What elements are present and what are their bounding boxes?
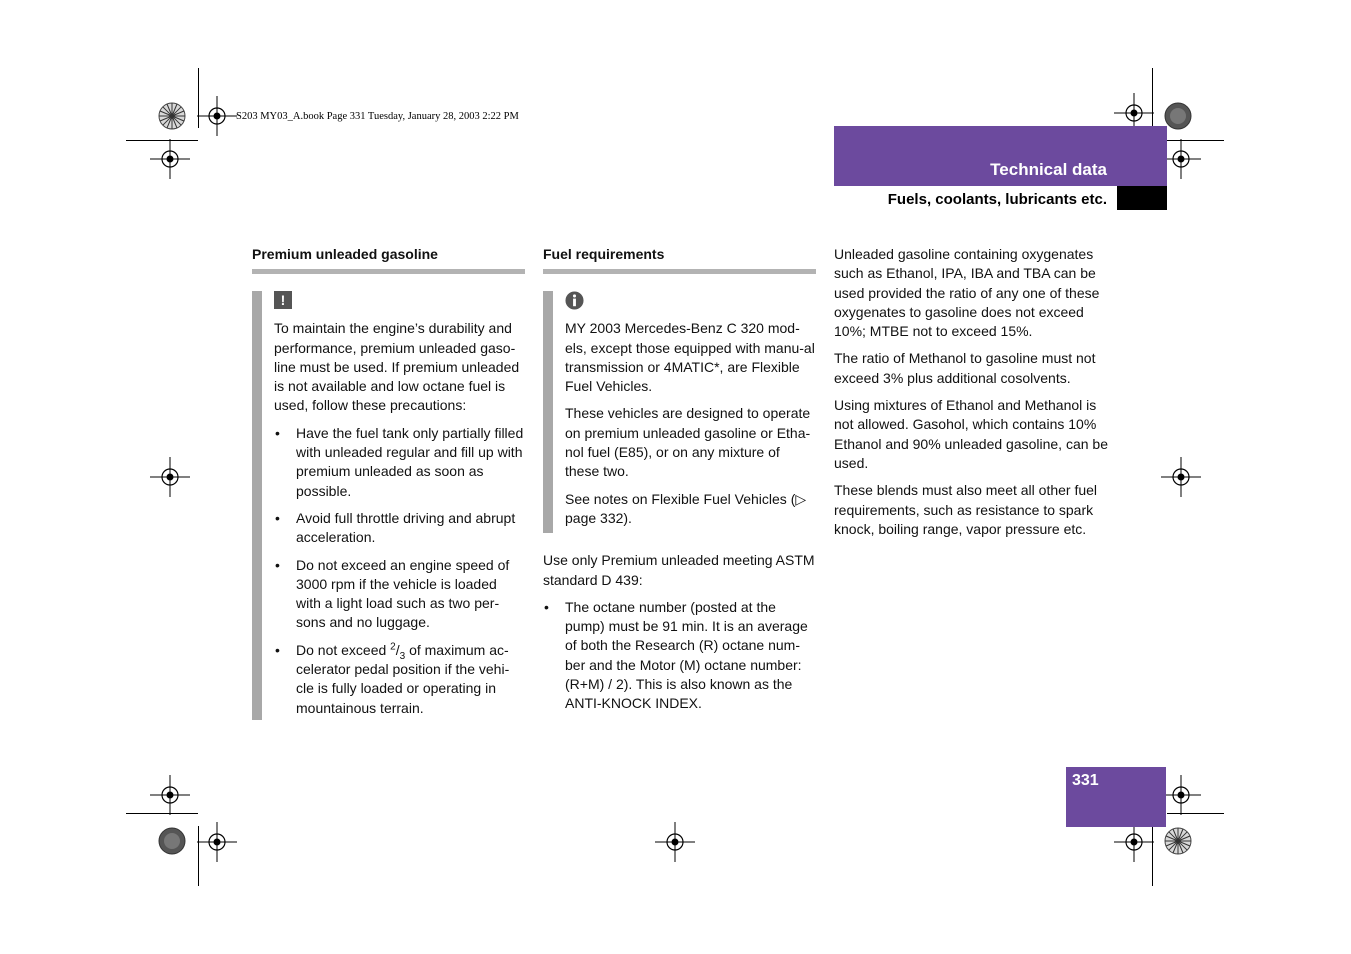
registration-mark-icon — [197, 96, 237, 136]
gray-target-icon — [1164, 102, 1192, 130]
octane-list — [543, 598, 816, 714]
sunburst-target-icon — [1164, 827, 1192, 855]
list-item: • The octane number (posted at the pump) must be 91 min. It is an average of both the Research (R) octane num-ber and the Motor (M) octane number: (R+M) / 2). This is also known as the ANTI-KNOCK INDEX. — [543, 598, 816, 714]
list-item: • Have the fuel tank only partially filled with unleaded regular and fill up with premium unleaded as soon as possible. — [274, 424, 525, 501]
paragraph: These blends must also meet all other fuel requirements, such as resistance to spark knock, boiling range, vapor pressure etc. — [834, 482, 1098, 537]
registration-mark-icon — [150, 457, 190, 497]
heading-fuel-requirements: Fuel requirements — [543, 245, 816, 274]
warning-bar — [252, 291, 262, 720]
info-paragraph: See notes on Flexible Fuel Vehicles (▷ page 332). — [565, 490, 807, 526]
warning-icon: ! — [274, 291, 525, 313]
column-premium-unleaded — [252, 245, 525, 720]
info-note — [543, 291, 816, 533]
registration-mark-icon — [1114, 822, 1154, 862]
registration-mark-icon — [1161, 457, 1201, 497]
subsection-marker — [1117, 186, 1167, 210]
subsection-title: Fuels, coolants, lubricants etc. — [887, 191, 1107, 208]
warning-text: To maintain the engine’s durability and performance, premium unleaded gaso-line must be used. If premium unleaded is not available and low octane fuel is used, follow these precautions: — [274, 320, 520, 414]
section-title: Technical data — [990, 160, 1107, 179]
print-slug: S203 MY03_A.book Page 331 Tuesday, January 28, 2003 2:22 PM — [236, 111, 519, 122]
warning-note — [252, 291, 525, 720]
registration-mark-icon — [150, 139, 190, 179]
info-icon — [565, 291, 816, 313]
info-paragraph: MY 2003 Mercedes-Benz C 320 mod-els, except those equipped with manu-al transmission or 4MATIC*, are Flexible Fuel Vehicles. — [565, 320, 815, 395]
list-item: • Do not exceed an engine speed of 3000 rpm if the vehicle is loaded with a light load such as two per-sons and no luggage. — [274, 556, 525, 633]
heading-premium-unleaded: Premium unleaded gasoline — [252, 245, 525, 274]
registration-mark-icon — [655, 822, 695, 862]
gray-target-icon — [158, 827, 186, 855]
column-fuel-requirements — [543, 245, 816, 722]
body-text: Use only Premium unleaded meeting ASTM standard D 439: — [543, 552, 815, 588]
info-bar — [543, 291, 553, 533]
list-item: • Avoid full throttle driving and abrupt acceleration. — [274, 509, 525, 548]
page-number: 331 — [1072, 772, 1099, 789]
registration-mark-icon — [197, 822, 237, 862]
sunburst-target-icon — [158, 102, 186, 130]
paragraph: Unleaded gasoline containing oxygenates such as Ethanol, IPA, IBA and TBA can be used provided the ratio of any one of these oxygenates to gasoline does not exceed 10%; MTBE not to exceed 15%. — [834, 246, 1100, 340]
registration-mark-icon — [1161, 775, 1201, 815]
list-item: • Do not exceed $^2/_3$ of maximum ac-celerator pedal position if the vehi-cle is fully loaded or operating in mountainous terrain. — [274, 641, 525, 718]
column-oxygenates — [834, 245, 1109, 547]
paragraph: The ratio of Methanol to gasoline must not exceed 3% plus additional cosolvents. — [834, 350, 1096, 386]
info-paragraph: These vehicles are designed to operate on premium unleaded gasoline or Etha-nol fuel (E85), or on any mixture of these two. — [565, 405, 811, 480]
registration-mark-icon — [150, 775, 190, 815]
precautions-list — [274, 424, 525, 718]
paragraph: Using mixtures of Ethanol and Methanol is not allowed. Gasohol, which contains 10% Ethanol and 90% unleaded gasoline, can be used. — [834, 397, 1108, 471]
registration-mark-icon — [1161, 139, 1201, 179]
